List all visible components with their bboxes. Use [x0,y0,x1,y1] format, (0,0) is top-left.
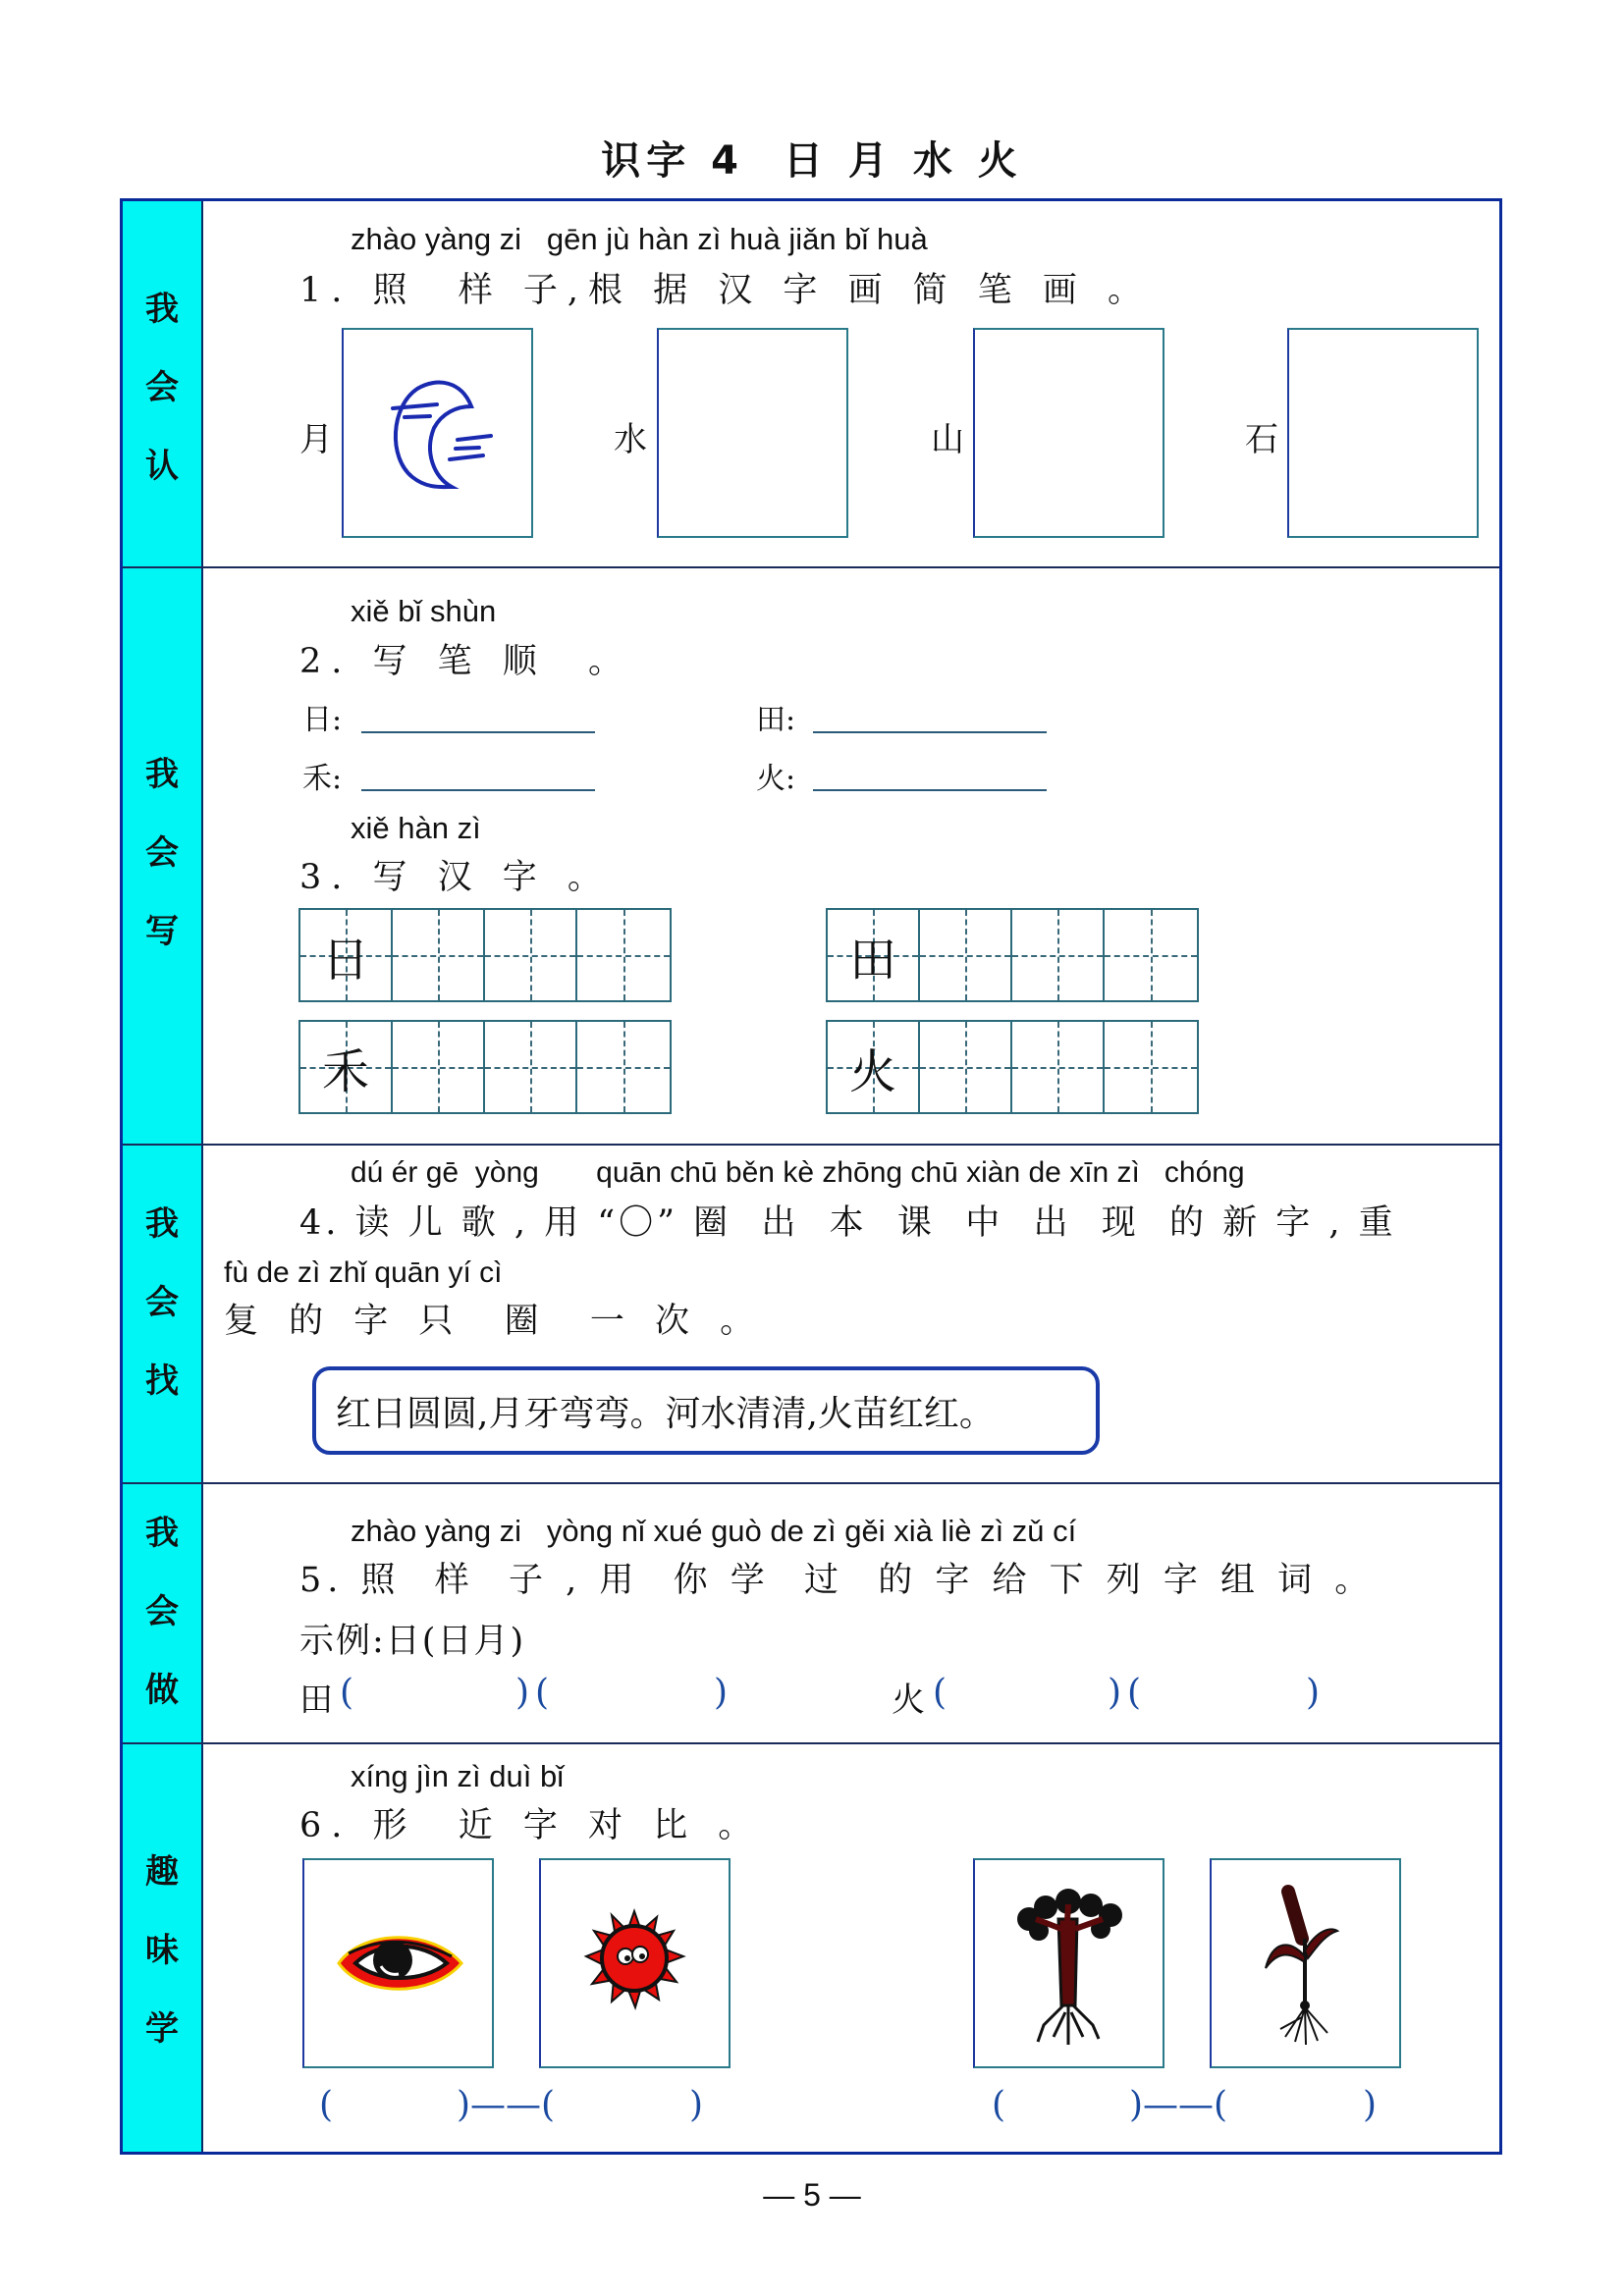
q5-example: 示例:日(日月) [299,1622,526,1661]
picture-box-sun [539,1858,731,2068]
q2-answer-line-he[interactable] [361,789,595,791]
q3-pinyin: xiě hàn zì [351,811,481,845]
q6-pair-right-close: ) [1363,2085,1378,2125]
sidebar-char: 会 [145,833,179,873]
q4-instruction-line2: 复 的 字 只 圈 一 次 。 [224,1302,765,1341]
q5-answer-tian-2[interactable] [552,1673,709,1712]
q6-answer-sun[interactable] [579,2085,687,2124]
sidebar-char: 做 [145,1671,179,1710]
q6-pair-connector: )——( [457,2085,556,2125]
sidebar-section-fun [123,1744,203,2152]
q6-pair-right-close: ) [689,2085,704,2125]
writing-grid-huo [826,1020,1199,1114]
writing-cell[interactable] [1012,1022,1105,1112]
q1-draw-box-moon[interactable] [342,328,533,538]
row-divider [123,566,1499,568]
row-divider [123,1144,1499,1146]
q5-pinyin: zhào yàng zi yòng nǐ xué guò de zì gěi xià liè zì zǔ cí [351,1514,1077,1548]
writing-grid-he [298,1020,672,1114]
q1-char-label: 水 [614,420,647,459]
writing-cell[interactable] [577,910,670,1000]
q5-answer-tian-1[interactable] [355,1673,513,1712]
writing-cell[interactable] [393,1022,485,1112]
sidebar-char: 趣 [145,1852,179,1892]
paren-close: ) [1306,1673,1321,1713]
sidebar-char: 会 [145,1592,179,1631]
q2-answer-line-huo[interactable] [813,789,1047,791]
writing-grid-tian [826,908,1199,1002]
q1-draw-box-mountain[interactable] [973,328,1164,538]
q2-instruction: 2. 写 笔 顺 。 [299,642,633,681]
crescent-moon-sketch-icon [344,330,531,536]
q5-answer-huo-2[interactable] [1144,1673,1301,1712]
sidebar-char: 我 [145,1204,179,1244]
page-title [0,130,1624,186]
q2-answer-line-tian[interactable] [813,731,1047,733]
sidebar-char: 学 [145,2009,179,2049]
paren-open: ( [340,1673,354,1713]
q4-pinyin-line2: fù de zì zhǐ quān yí cì [224,1256,503,1289]
tree-icon [975,1860,1163,2066]
picture-box-grain [1210,1858,1401,2068]
nursery-rhyme-box [312,1366,1100,1455]
model-char: 日 [321,932,369,988]
page-number: — 5 — [763,2177,861,2213]
model-char: 田 [848,932,896,988]
paren-close: ) [714,1673,729,1713]
q5-answer-huo-1[interactable] [948,1673,1106,1712]
sidebar-section-find [123,1146,203,1482]
writing-cell[interactable] [1105,1022,1197,1112]
q5-item-huo: 火 [892,1681,925,1720]
picture-box-tree [973,1858,1164,2068]
sidebar-char: 写 [145,912,179,951]
row-divider [123,1742,1499,1744]
q1-instruction: 1. 照 样 子,根 据 汉 字 画 简 笔 画 。 [299,271,1153,310]
sidebar-char: 会 [145,1283,179,1322]
sidebar-section-recognize [123,201,203,566]
eye-icon [304,1860,492,2066]
writing-cell[interactable] [485,910,577,1000]
q2-stroke-label: 火: [756,762,796,796]
writing-cell[interactable] [393,910,485,1000]
q6-pair-left-open: ( [319,2085,334,2125]
q6-instruction: 6. 形 近 字 对 比 。 [299,1806,763,1845]
writing-cell[interactable] [920,910,1012,1000]
q6-answer-tree[interactable] [1011,2085,1129,2124]
sidebar-char: 我 [145,1514,179,1553]
q6-answer-grain[interactable] [1252,2085,1360,2124]
q6-answer-eye[interactable] [339,2085,457,2124]
paren-close: ) [515,1673,530,1713]
q4-instruction-line1: 4. 读 儿 歌 , 用 “〇” 圈 出 本 课 中 出 现 的 新 字 , 重 [299,1203,1397,1243]
q6-pair-connector: )——( [1129,2085,1228,2125]
lesson-label: 识字 4 [601,138,744,184]
nursery-rhyme-text[interactable]: 红日圆圆,月牙弯弯。河水清清,火苗红红。 [336,1393,995,1434]
sidebar-section-do [123,1484,203,1742]
sidebar-section-write [123,568,203,1144]
writing-cell[interactable] [577,1022,670,1112]
q2-pinyin: xiě bǐ shùn [351,594,497,628]
q1-char-label: 石 [1245,420,1278,459]
sun-icon [541,1860,729,2066]
paren-open: ( [1127,1673,1142,1713]
writing-grid-ri [298,908,672,1002]
lesson-chars: 日 月 水 火 [783,138,1023,184]
model-char: 火 [848,1043,896,1099]
q6-pair-left-open: ( [992,2085,1006,2125]
q5-item-tian: 田 [299,1681,333,1720]
q2-stroke-label: 禾: [302,762,343,796]
q1-char-label: 月 [299,420,333,459]
sidebar-char: 味 [145,1931,179,1970]
picture-box-eye [302,1858,494,2068]
q4-pinyin-line1: dú ér gē yòng quān chū běn kè zhōng chū xiàn de xīn zì chóng [351,1156,1245,1189]
q1-draw-box-stone[interactable] [1287,328,1479,538]
writing-cell[interactable] [1012,910,1105,1000]
sidebar-char: 我 [145,290,179,329]
row-divider [123,1482,1499,1484]
q2-answer-line-ri[interactable] [361,731,595,733]
writing-cell[interactable] [1105,910,1197,1000]
q5-instruction: 5. 照 样 子 , 用 你 学 过 的 字 给 下 列 字 组 词 。 [299,1561,1376,1600]
grain-plant-icon [1212,1860,1399,2066]
sidebar-char: 认 [145,447,179,486]
q1-char-label: 山 [931,420,964,459]
q2-stroke-label: 田: [756,703,796,737]
sidebar-char: 会 [145,368,179,407]
q3-instruction: 3. 写 汉 字 。 [299,858,612,897]
q1-pinyin: zhào yàng zi gēn jù hàn zì huà jiǎn bǐ huà [351,222,928,256]
paren-open: ( [535,1673,550,1713]
q1-draw-box-water[interactable] [657,328,848,538]
paren-open: ( [933,1673,947,1713]
model-char: 禾 [321,1043,369,1099]
writing-cell[interactable] [920,1022,1012,1112]
q2-stroke-label: 日: [302,703,343,737]
q6-pinyin: xíng jìn zì duì bǐ [351,1759,565,1793]
writing-cell[interactable] [485,1022,577,1112]
paren-close: ) [1108,1673,1122,1713]
sidebar-char: 我 [145,755,179,794]
sidebar-char: 找 [145,1362,179,1401]
